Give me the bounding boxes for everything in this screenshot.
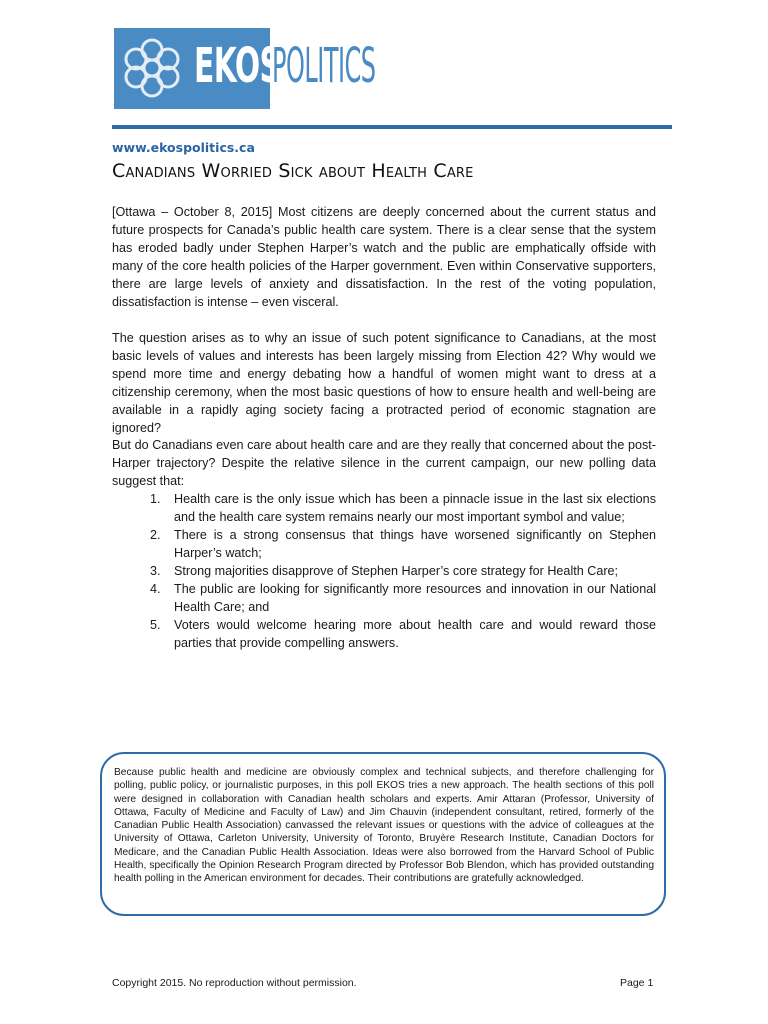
- list-item: [150, 616, 656, 652]
- list-item: [150, 562, 656, 580]
- document-title: Canadians Worried Sick about Health Care: [112, 160, 474, 182]
- list-item: [150, 490, 656, 526]
- paragraph-question: The question arises as to why an issue of such potent significance to Canadians, at the most basic levels of values and interests has been largely missing from Election 42? Why would we spend more time and energy debating how a handful of women might want to dress at a citizenship ceremony, when the most basic questions of how to ensure health and well-being are available in a rapidly aging society facing a protracted period of economic stagnation are ignored?: [112, 331, 656, 435]
- logo-blue-block: [114, 28, 281, 109]
- flower-emblem-icon: [117, 33, 187, 103]
- list-item-text: Health care is the only issue which has been a pinnacle issue in the last six elections and the health care system remains nearly our most important symbol and value;: [174, 492, 656, 524]
- paragraph-findings-lead: But do Canadians even care about health care and are they really that concerned about the post-Harper trajectory? Despite the relative silence in the current campaign, our new polling data suggest that:: [112, 438, 656, 488]
- findings-list: [150, 490, 656, 652]
- copyright-notice: Copyright 2015. No reproduction without permission.: [112, 977, 357, 989]
- logo-ekos-text: EKOS: [194, 38, 281, 94]
- list-item-text: The public are looking for significantly more resources and innovation in our National Health Care; and: [174, 582, 656, 614]
- list-number: 2.: [150, 528, 161, 542]
- list-item-text: Voters would welcome hearing more about health care and would reward those parties that provide compelling answers.: [174, 618, 656, 650]
- list-number: 1.: [150, 492, 161, 506]
- list-number: 4.: [150, 582, 161, 596]
- paragraph-intro: [Ottawa – October 8, 2015] Most citizens are deeply concerned about the current status and future prospects for Canada’s public health care system. There is a clear sense that the system has eroded badly under Stephen Harper’s watch and the public are emphatically offside with many of the core health policies of the Harper government. Even within Conservative supporters, there are large levels of anxiety and dissatisfaction. In the rest of the voting population, dissatisfaction is intense – even visceral.: [112, 205, 656, 309]
- list-item-text: There is a strong consensus that things have worsened significantly on Stephen Harper’s watch;: [174, 528, 656, 560]
- header-rule: [112, 125, 672, 129]
- list-item-text: Strong majorities disapprove of Stephen Harper’s core strategy for Health Care;: [174, 564, 619, 578]
- ekos-politics-logo: [114, 28, 376, 109]
- list-number: 5.: [150, 618, 161, 632]
- page-number: Page 1: [620, 977, 654, 989]
- list-number: 3.: [150, 564, 161, 578]
- logo-politics-text: POLITICS: [272, 38, 376, 94]
- list-item: [150, 580, 656, 616]
- methodology-note-text: Because public health and medicine are obviously complex and technical subjects, and therefore challenging for polling, public policy, or journalistic purposes, in this poll EKOS tries a new approach. The health sections of this poll were designed in collaboration with Canadian health scholars and experts. Amir Attaran (Professor, University of Ottawa, Faculty of Medicine and Faculty of Law) and Jim Chauvin (independent consultant, retired, formerly of the Canadian Public Health Association) canvassed the relevant issues or questions with the advice of colleagues at the University of Ottawa, Carleton University, University of Toronto, Bruyère Research Institute, Canadian Doctors for Medicare, and the Canadian Public Health Association. Ideas were also borrowed from the Harvard School of Public Health, specifically the Opinion Research Program directed by Professor Bob Blendon, which has provided outstanding health polling in the American environment for decades. Their contributions are gratefully acknowledged.: [114, 767, 654, 885]
- website-link[interactable]: www.ekospolitics.ca: [112, 140, 255, 155]
- list-item: [150, 526, 656, 562]
